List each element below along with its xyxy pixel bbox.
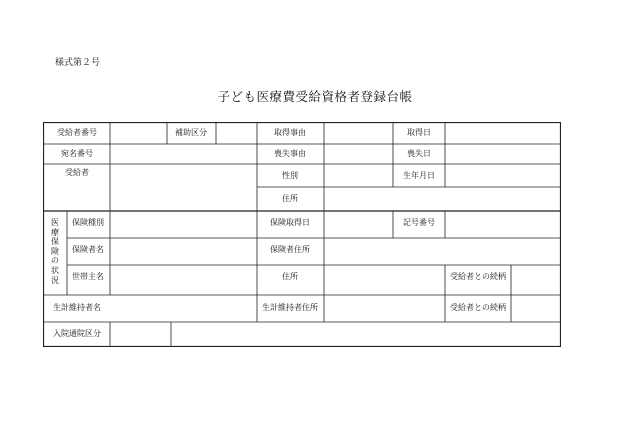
field-symbol-number[interactable] <box>445 211 561 238</box>
label-insurance-type: 保険種別 <box>72 218 104 227</box>
field-insurer-name[interactable] <box>110 238 257 265</box>
label-loss-date: 喪失日 <box>407 149 431 158</box>
registration-ledger-table <box>43 122 561 347</box>
label-relationship-householder: 受給者との続柄 <box>450 272 506 281</box>
field-gender[interactable] <box>324 164 393 187</box>
field-acquisition-reason[interactable] <box>324 122 393 144</box>
field-subsidy-category[interactable] <box>216 122 257 144</box>
label-supporter-name: 生計維持者名 <box>53 303 101 312</box>
field-relationship-householder[interactable] <box>511 265 561 295</box>
field-householder-name[interactable] <box>110 265 257 295</box>
label-address-number: 宛名番号 <box>61 149 93 158</box>
field-inpatient-outpatient-category[interactable] <box>110 322 171 347</box>
label-recipient-number: 受給者番号 <box>57 128 97 137</box>
field-birth-date[interactable] <box>445 164 561 187</box>
label-acquisition-date: 取得日 <box>407 128 431 137</box>
label-inpatient-outpatient-category: 入院通院区分 <box>53 329 101 338</box>
label-householder-name: 世帯主名 <box>72 272 104 281</box>
field-address[interactable] <box>324 187 561 211</box>
field-loss-date[interactable] <box>445 144 561 164</box>
field-address-number[interactable] <box>110 144 257 164</box>
label-loss-reason: 喪失事由 <box>274 149 306 158</box>
label-acquisition-reason: 取得事由 <box>274 128 306 137</box>
field-householder-address[interactable] <box>324 265 445 295</box>
field-insurer-address[interactable] <box>324 238 561 265</box>
field-supporter-name[interactable] <box>110 295 257 322</box>
label-householder-address: 住所 <box>282 272 298 281</box>
label-insurer-address: 保険者住所 <box>270 245 310 254</box>
field-supporter-address[interactable] <box>324 295 445 322</box>
field-relationship-supporter[interactable] <box>511 295 561 322</box>
field-insurance-type[interactable] <box>110 211 257 238</box>
field-acquisition-date[interactable] <box>445 122 561 144</box>
label-medical-insurance-status: 医 療 保 険 の 状 況 <box>51 218 59 285</box>
label-relationship-supporter: 受給者との続柄 <box>450 303 506 312</box>
label-subsidy-category: 補助区分 <box>175 128 207 137</box>
document-title: 子ども医療費受給資格者登録台帳 <box>217 89 413 104</box>
field-inpatient-outpatient-detail[interactable] <box>171 322 561 347</box>
field-recipient-number[interactable] <box>110 122 167 144</box>
label-address: 住所 <box>282 194 298 203</box>
label-supporter-address: 生計維持者住所 <box>262 303 318 312</box>
field-loss-reason[interactable] <box>324 144 393 164</box>
label-recipient: 受給者 <box>65 168 89 177</box>
label-birth-date: 生年月日 <box>403 171 435 180</box>
label-insurance-acquisition-date: 保険取得日 <box>270 218 310 227</box>
field-insurance-acquisition-date[interactable] <box>324 211 393 238</box>
field-recipient[interactable] <box>110 164 257 211</box>
label-gender: 性別 <box>282 171 298 180</box>
label-symbol-number: 記号番号 <box>403 218 435 227</box>
label-insurer-name: 保険者名 <box>72 245 104 254</box>
form-number: 様式第２号 <box>55 58 101 68</box>
